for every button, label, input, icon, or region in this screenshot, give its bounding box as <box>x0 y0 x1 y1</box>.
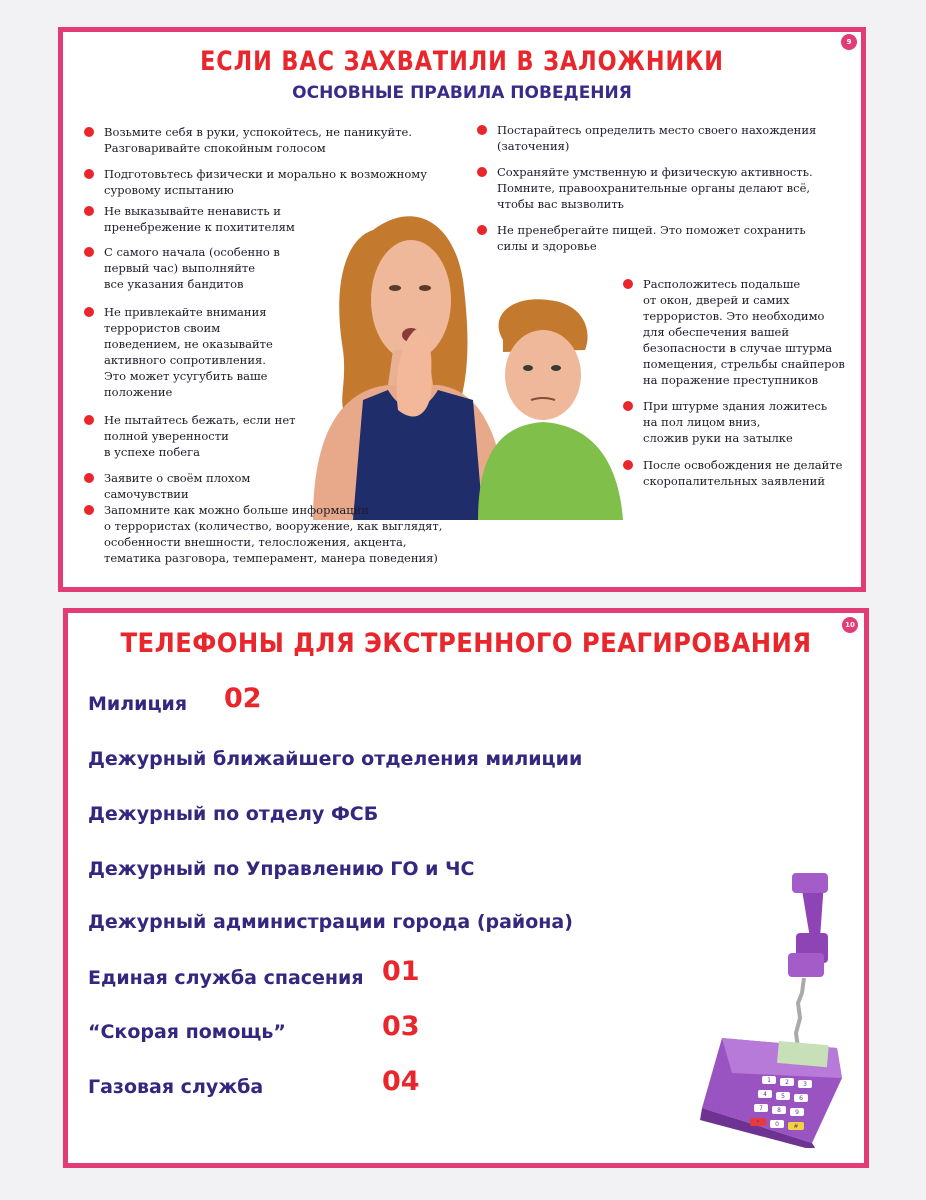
phone-number: 04 <box>382 1066 420 1097</box>
bullet-icon <box>84 127 94 137</box>
bullet-icon <box>84 169 94 179</box>
bullet-icon <box>623 460 633 470</box>
hostage-subtitle: ОСНОВНЫЕ ПРАВИЛА ПОВЕДЕНИЯ <box>292 83 632 103</box>
phone-label: Дежурный администрации города (района) <box>88 911 573 933</box>
key-label: 8 <box>777 1107 781 1114</box>
phone-label: Дежурный ближайшего отделения милиции <box>88 748 583 770</box>
phones-title: ТЕЛЕФОНЫ ДЛЯ ЭКСТРЕННОГО РЕАГИРОВАНИЯ <box>120 628 812 659</box>
key-label: 6 <box>799 1095 803 1102</box>
phone-label: Дежурный по Управлению ГО и ЧС <box>88 858 475 880</box>
phone-label: “Скорая помощь” <box>88 1021 286 1043</box>
telephone-icon <box>692 868 852 1148</box>
phone-label: Газовая служба <box>88 1076 264 1098</box>
hostage-rules-panel <box>58 27 866 592</box>
key-label: # <box>793 1123 799 1130</box>
page-number-9: 9 <box>841 34 857 50</box>
phone-label: Милиция <box>88 693 188 715</box>
rule-item: Подготовьтесь физически и морально к возможному суровому испытанию <box>104 166 427 198</box>
key-label: 3 <box>803 1081 807 1088</box>
key-label: 7 <box>759 1105 763 1112</box>
rule-item: Возьмите себя в руки, успокойтесь, не паникуйте. Разговаривайте спокойным голосом <box>104 124 412 156</box>
key-label: 5 <box>781 1093 785 1100</box>
rule-item: С самого начала (особенно в первый час) выполняйте все указания бандитов <box>104 244 280 292</box>
rule-item: Не привлекайте внимания террористов своим поведением, не оказывайте активного сопротивления. Это может усугубить ваше положение <box>104 304 273 400</box>
bullet-icon <box>477 125 487 135</box>
rule-item: После освобождения не делайте скоропалительных заявлений <box>643 457 842 489</box>
rule-item: Запомните как можно больше информации о террористах (количество, вооружение, как выглядят, особенности внешности, телосложения, акцента, тематика разговора, темперамент, манера поведения) <box>104 502 442 566</box>
rule-item: Заявите о своём плохом самочувствии <box>104 470 250 502</box>
key-label: 1 <box>767 1077 771 1084</box>
bullet-icon <box>477 225 487 235</box>
rule-item: Расположитесь подальше от окон, дверей и самих террористов. Это необходимо для обеспечения вашей безопасности в случае штурма помещения, стрельбы снайперов на поражение преступников <box>643 276 845 388</box>
hostage-title: ЕСЛИ ВАС ЗАХВАТИЛИ В ЗАЛОЖНИКИ <box>200 46 724 77</box>
key-label: 2 <box>785 1079 789 1086</box>
bullet-icon <box>84 307 94 317</box>
bullet-icon <box>84 247 94 257</box>
key-label: 4 <box>763 1091 767 1098</box>
emergency-phones-panel <box>63 608 869 1168</box>
rule-item: При штурме здания ложитесь на пол лицом вниз, сложив руки на затылке <box>643 398 827 446</box>
rule-item: Не пренебрегайте пищей. Это поможет сохранить силы и здоровье <box>497 222 806 254</box>
bullet-icon <box>84 206 94 216</box>
rule-item: Не выказывайте ненависть и пренебрежение к похитителям <box>104 203 295 235</box>
key-label: * <box>756 1119 760 1126</box>
bullet-icon <box>84 505 94 515</box>
phone-label: Дежурный по отделу ФСБ <box>88 803 379 825</box>
bullet-icon <box>477 167 487 177</box>
phone-number: 02 <box>224 683 262 714</box>
key-label: 9 <box>795 1109 799 1116</box>
phone-label: Единая служба спасения <box>88 967 364 989</box>
page-number-10: 10 <box>842 617 858 633</box>
rule-item: Постарайтесь определить место своего нахождения (заточения) <box>497 122 816 154</box>
bullet-icon <box>84 415 94 425</box>
bullet-icon <box>84 473 94 483</box>
phone-number: 03 <box>382 1011 420 1042</box>
rule-item: Сохраняйте умственную и физическую активность. Помните, правоохранительные органы делают всё, чтобы вас вызволить <box>497 164 813 212</box>
bullet-icon <box>623 401 633 411</box>
phone-number: 01 <box>382 956 420 987</box>
key-label: 0 <box>775 1121 779 1128</box>
rule-item: Не пытайтесь бежать, если нет полной уверенности в успехе побега <box>104 412 296 460</box>
bullet-icon <box>623 279 633 289</box>
